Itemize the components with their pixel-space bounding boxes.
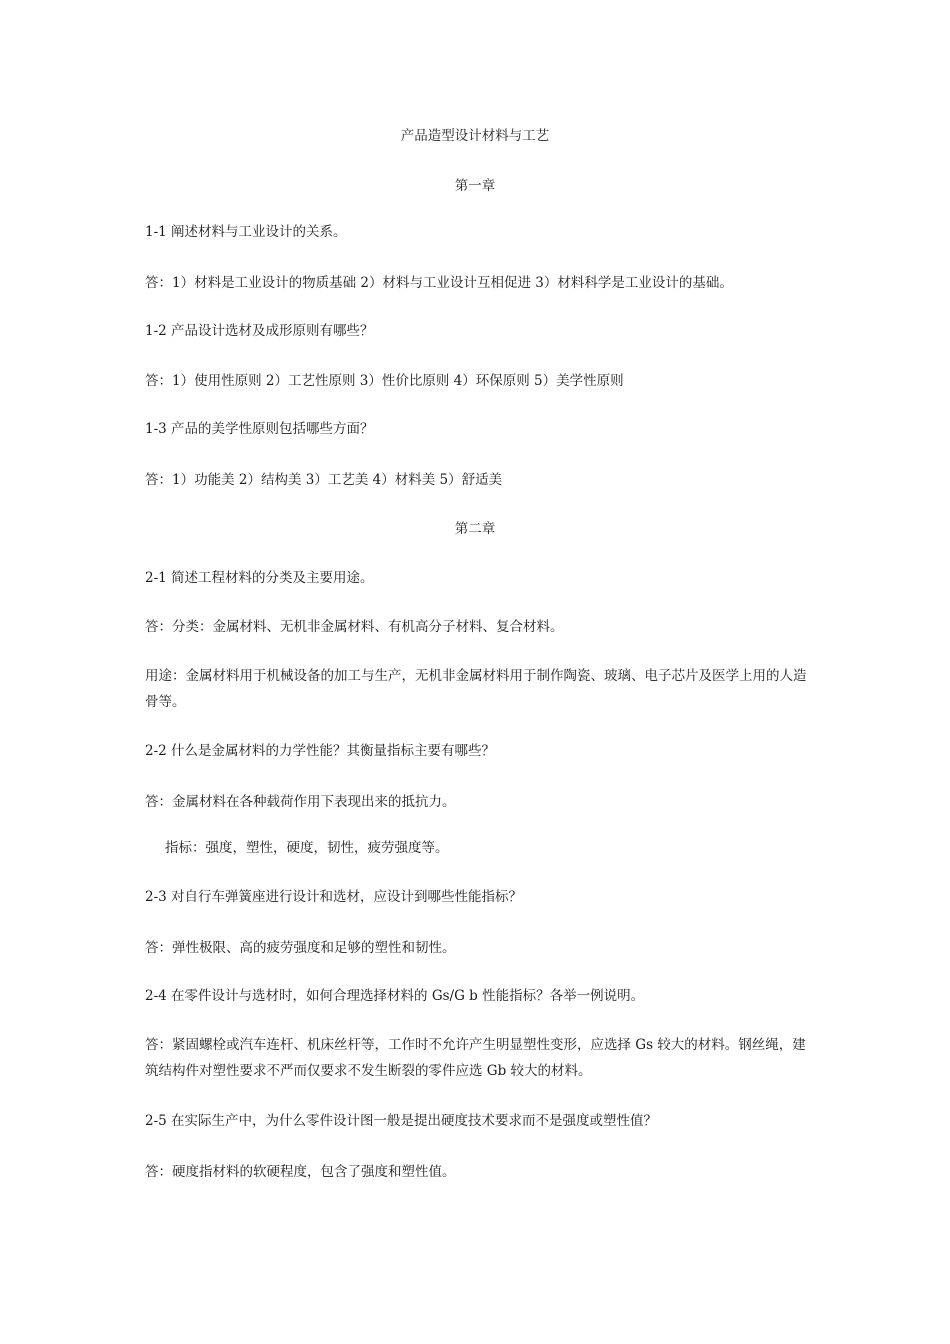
answer-2-2: 答：金属材料在各种载荷作用下表现出来的抵抗力。 <box>145 794 456 810</box>
answer-2-5: 答：硬度指材料的软硬程度，包含了强度和塑性值。 <box>145 1164 456 1180</box>
chapter-heading: 第一章 <box>454 178 496 194</box>
answer-2-1-usage: 用途：金属材料用于机械设备的加工与生产，无机非金属材料用于制作陶瓷、玻璃、电子芯片及医学上用的人造骨等。 <box>145 668 807 710</box>
answer-2-2-indicators: 指标：强度，塑性，硬度，韧性，疲劳强度等。 <box>165 840 449 856</box>
answer-2-4: 答：紧固螺栓或汽车连杆、机床丝杆等，工作时不允许产生明显塑性变形，应选择 Gs 较大的材料。钢丝绳，建筑结构件对塑性要求不严而仅要求不发生断裂的零件应选 Gb 较大的材料。 <box>145 1037 806 1079</box>
answer-2-1-classification: 答：分类：金属材料、无机非金属材料、有机高分子材料、复合材料。 <box>145 619 564 635</box>
chapter-heading: 第二章 <box>454 521 496 537</box>
question-2-5: 2-5 在实际生产中，为什么零件设计图一般是提出硬度技术要求而不是强度或塑性值？ <box>145 1113 658 1129</box>
question-1-2: 1-2 产品设计选材及成形原则有哪些？ <box>145 323 374 339</box>
answer-1-1: 答：1）材料是工业设计的物质基础 2）材料与工业设计互相促进 3）材料科学是工业设计的基础。 <box>145 275 733 291</box>
answer-1-2: 答：1）使用性原则 2）工艺性原则 3）性价比原则 4）环保原则 5）美学性原则 <box>145 373 624 389</box>
question-1-3: 1-3 产品的美学性原则包括哪些方面？ <box>145 421 374 437</box>
question-2-1: 2-1 简述工程材料的分类及主要用途。 <box>145 570 374 586</box>
question-2-4: 2-4 在零件设计与选材时，如何合理选择材料的 Gs/G b 性能指标？各举一例说明。 <box>145 988 645 1004</box>
answer-2-3: 答：弹性极限、高的疲劳强度和足够的塑性和韧性。 <box>145 940 456 956</box>
document-title: 产品造型设计材料与工艺 <box>400 128 550 144</box>
question-2-2: 2-2 什么是金属材料的力学性能？其衡量指标主要有哪些？ <box>145 743 496 759</box>
question-2-3: 2-3 对自行车弹簧座进行设计和选材，应设计到哪些性能指标？ <box>145 889 523 905</box>
question-1-1: 1-1 阐述材料与工业设计的关系。 <box>145 224 347 240</box>
answer-1-3: 答：1）功能美 2）结构美 3）工艺美 4）材料美 5）舒适美 <box>145 472 503 488</box>
